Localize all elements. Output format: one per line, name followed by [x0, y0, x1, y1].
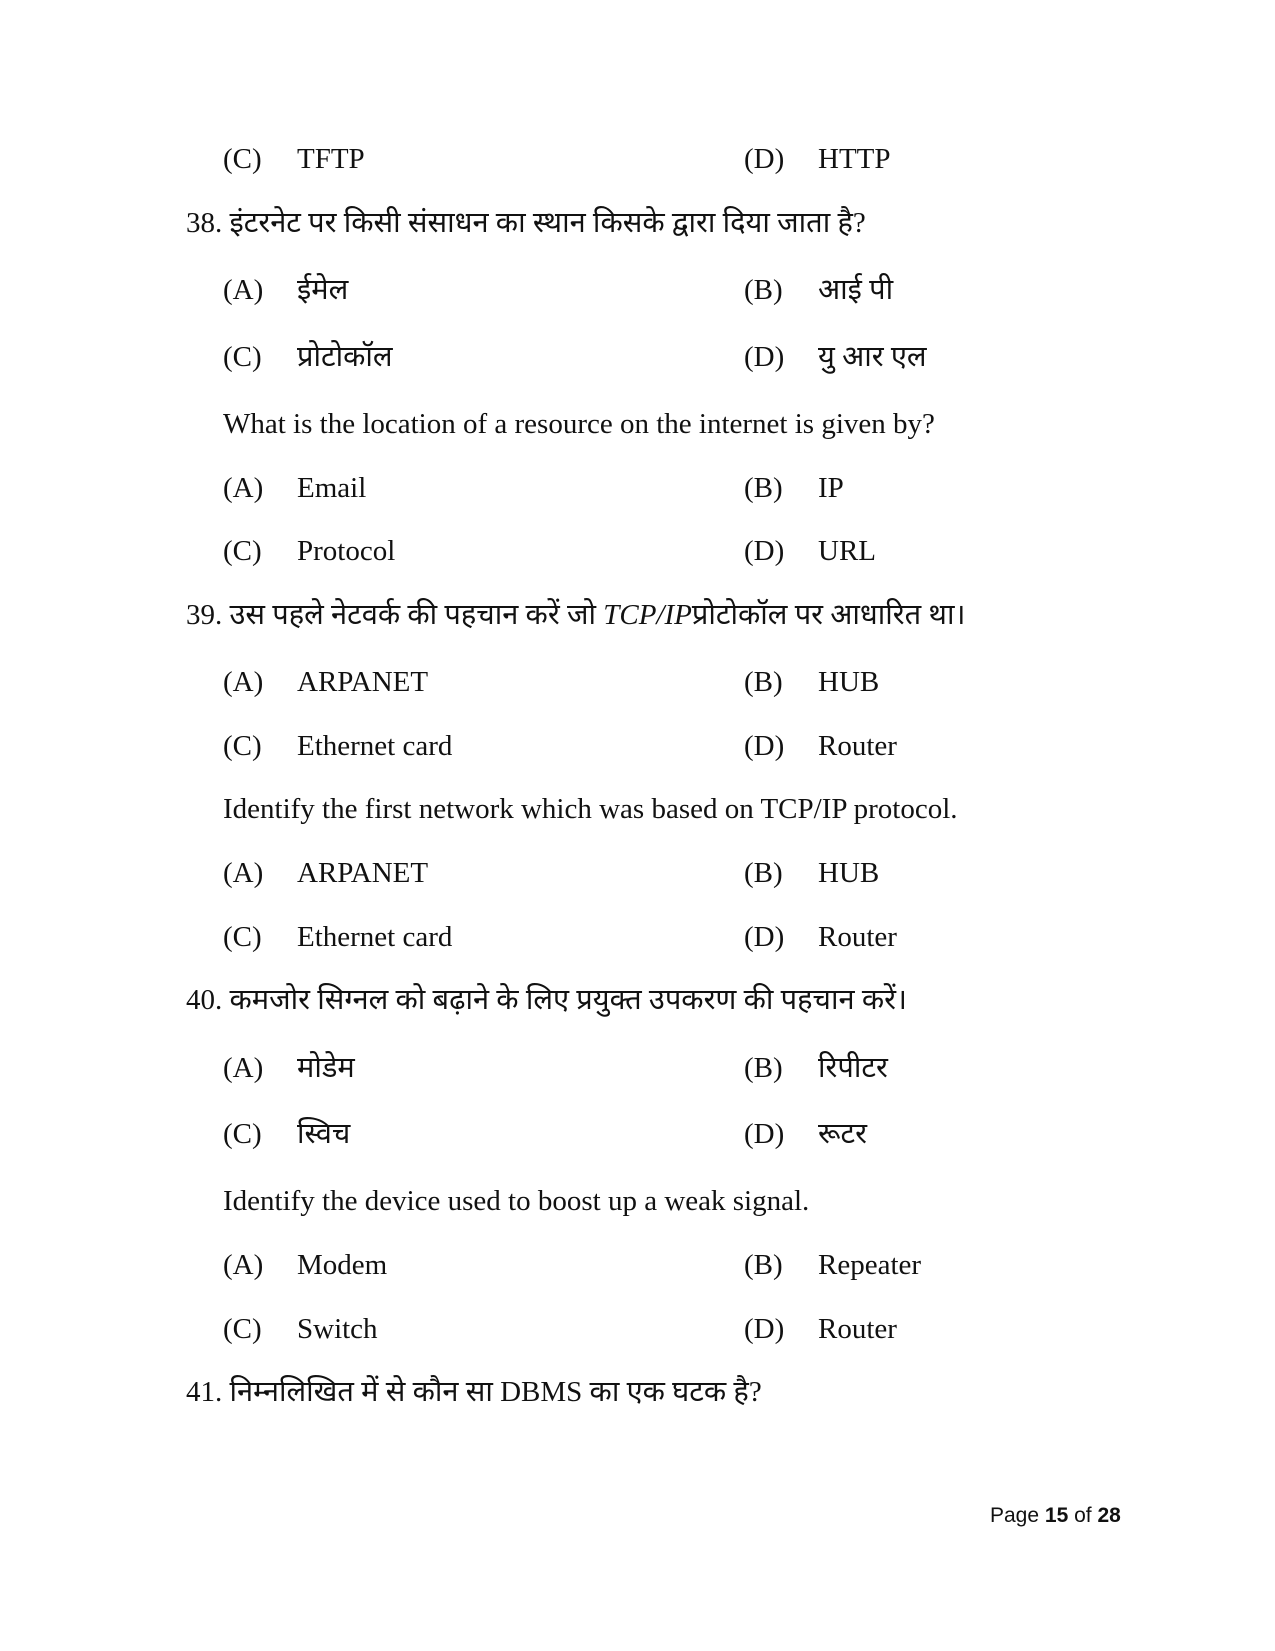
option-text: Router [818, 730, 897, 762]
question-text: प्रोटोकॉल पर आधारित था। [691, 599, 966, 631]
question-40-english: Identify the device used to boost up a weak signal. [223, 1185, 810, 1217]
question-39-english: Identify the first network which was based on TCP/IP protocol. [223, 793, 958, 825]
page-number [990, 1502, 1121, 1530]
option-text: Email [297, 472, 367, 504]
option-label: (C) [223, 143, 262, 175]
option-text: HUB [818, 857, 880, 889]
option-text: Router [818, 921, 897, 953]
option-text: ARPANET [297, 666, 429, 698]
page-prefix: Page [990, 1504, 1045, 1527]
option-label: (A) [223, 1052, 264, 1084]
option-label: (C) [223, 535, 262, 567]
question-40-hindi: 40. कमजोर सिग्नल को बढ़ाने के लिए प्रयुक्त उपकरण की पहचान करें। [186, 984, 907, 1016]
question-39-hindi [186, 597, 965, 633]
option-text: Router [818, 1313, 897, 1345]
math-text: TCP/IP [603, 599, 692, 631]
option-text: ईमेल [297, 274, 349, 306]
option-label: (D) [744, 921, 785, 953]
option-label: (C) [223, 730, 262, 762]
option-label: (D) [744, 730, 785, 762]
option-text: HTTP [818, 143, 891, 175]
option-label: (D) [744, 341, 785, 373]
option-label: (B) [744, 274, 783, 306]
option-label: (C) [223, 921, 262, 953]
option-text: स्विच [297, 1118, 351, 1150]
page-current: 15 [1044, 1504, 1069, 1527]
option-label: (D) [744, 1118, 785, 1150]
option-label: (B) [744, 1052, 783, 1084]
option-text: Repeater [818, 1249, 922, 1281]
option-text: Modem [297, 1249, 388, 1281]
option-label: (C) [223, 1118, 262, 1150]
option-text: Protocol [297, 535, 396, 567]
option-text: TFTP [297, 143, 365, 175]
question-text: 39. उस पहले नेटवर्क की पहचान करें जो [186, 599, 604, 631]
option-text: HUB [818, 666, 880, 698]
page-sep: of [1068, 1504, 1098, 1527]
option-label: (C) [223, 341, 262, 373]
option-text: URL [818, 535, 876, 567]
option-label: (B) [744, 472, 783, 504]
option-text: यु आर एल [818, 341, 927, 373]
option-label: (A) [223, 472, 264, 504]
option-text: ARPANET [297, 857, 429, 889]
option-text: रिपीटर [818, 1052, 888, 1084]
question-38-english: What is the location of a resource on the internet is given by? [223, 408, 935, 440]
question-41-hindi: 41. निम्नलिखित में से कौन सा DBMS का एक घटक है? [186, 1376, 762, 1408]
option-label: (D) [744, 143, 785, 175]
option-label: (A) [223, 857, 264, 889]
option-text: IP [818, 472, 844, 504]
option-text: Switch [297, 1313, 378, 1345]
option-text: प्रोटोकॉल [297, 341, 393, 373]
option-label: (B) [744, 666, 783, 698]
page-total: 28 [1097, 1504, 1121, 1527]
option-label: (C) [223, 1313, 262, 1345]
option-label: (D) [744, 1313, 785, 1345]
option-label: (A) [223, 1249, 264, 1281]
option-label: (A) [223, 666, 264, 698]
question-38-hindi: 38. इंटरनेट पर किसी संसाधन का स्थान किसके द्वारा दिया जाता है? [186, 207, 866, 239]
option-label: (D) [744, 535, 785, 567]
option-text: रूटर [818, 1118, 868, 1150]
option-text: Ethernet card [297, 921, 453, 953]
option-label: (B) [744, 857, 783, 889]
option-text: आई पी [818, 274, 894, 306]
option-label: (A) [223, 274, 264, 306]
option-text: Ethernet card [297, 730, 453, 762]
option-text: मोडेम [297, 1052, 355, 1084]
option-label: (B) [744, 1249, 783, 1281]
